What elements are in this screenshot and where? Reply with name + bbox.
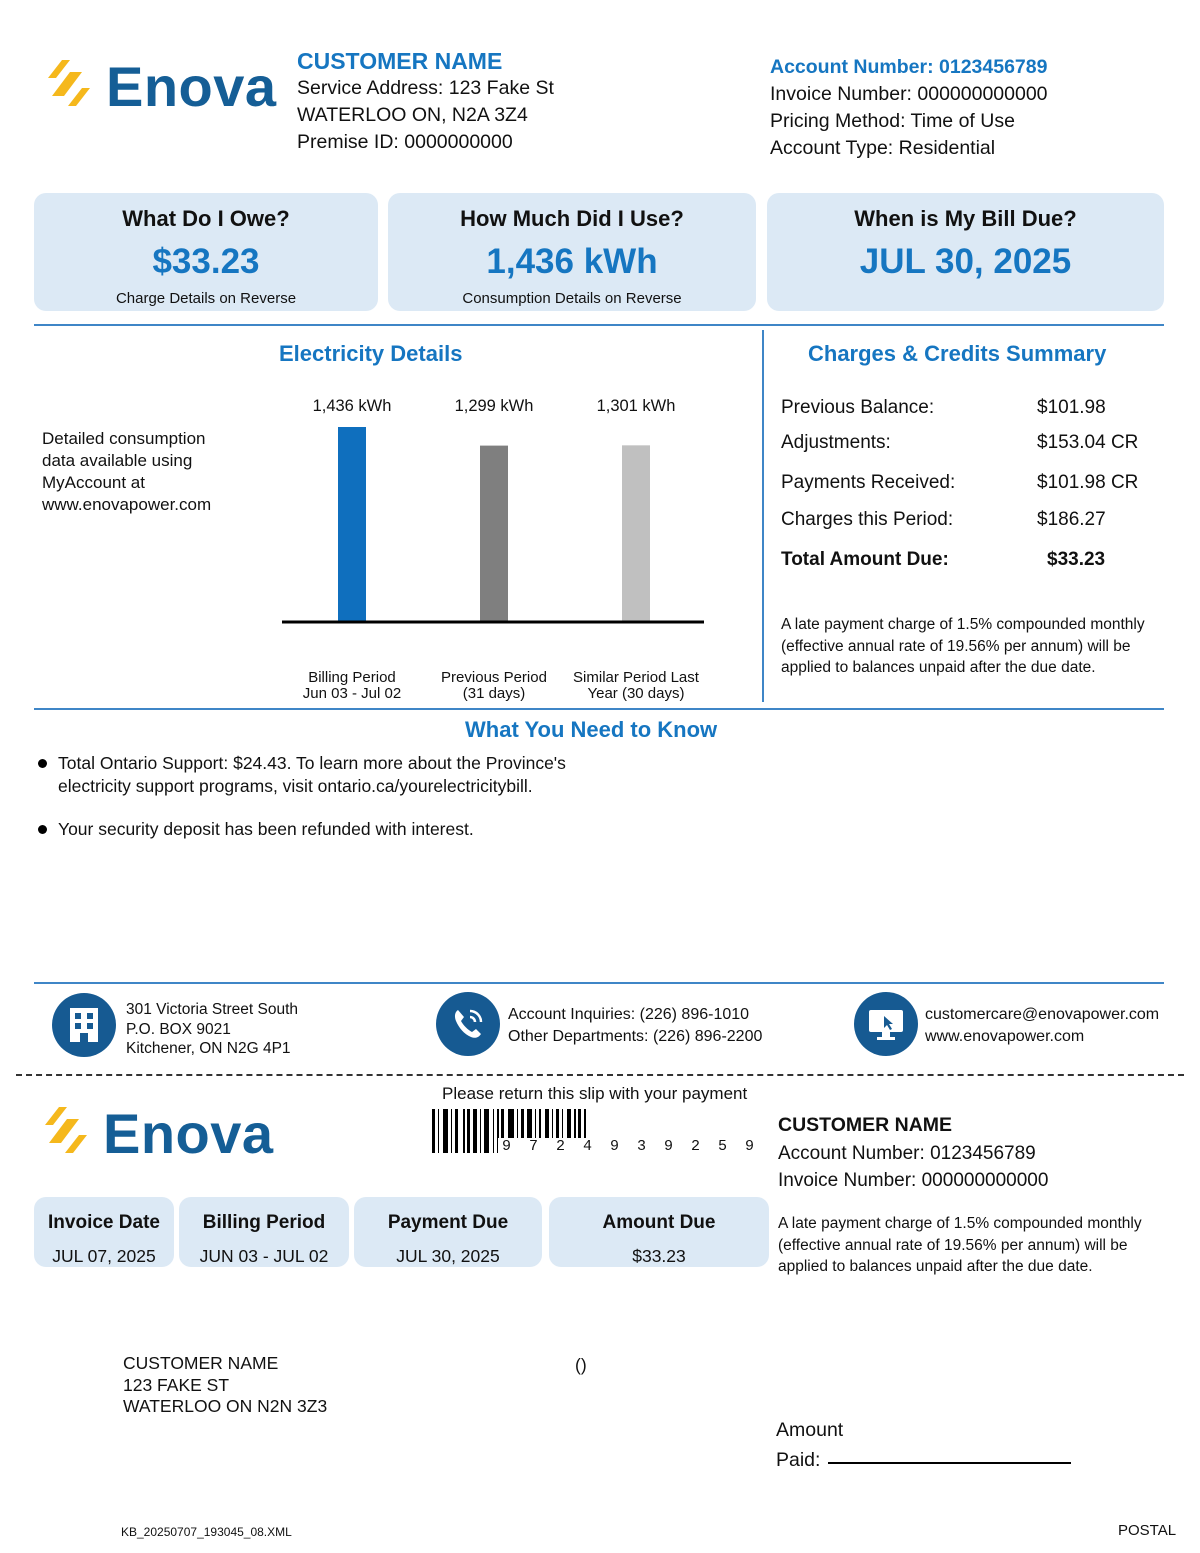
late-notice-line: (effective annual rate of 19.56% per annum) will be bbox=[781, 637, 1131, 655]
chart-bar bbox=[622, 445, 650, 622]
service-address: Service Address: 123 Fake St bbox=[297, 77, 554, 99]
chart-value-label: 1,301 kWh bbox=[596, 397, 676, 415]
charges-row-value: $101.98 CR bbox=[1037, 472, 1139, 493]
payment-due-box bbox=[354, 1197, 542, 1267]
slip-customer-name: CUSTOMER NAME bbox=[778, 1114, 953, 1136]
due-question: When is My Bill Due? bbox=[854, 206, 1077, 231]
divider-top bbox=[34, 324, 1164, 326]
enova-logo bbox=[48, 55, 277, 118]
office-address bbox=[126, 1000, 298, 1059]
barcode-bar bbox=[432, 1109, 435, 1153]
owe-amount: $33.23 bbox=[152, 242, 260, 281]
enova-logo-text: Enova bbox=[103, 1102, 274, 1165]
chart-bar bbox=[480, 446, 508, 622]
slip-late-notice bbox=[778, 1213, 1142, 1278]
charges-row-label: Adjustments: bbox=[781, 432, 891, 453]
chart-category-label: Billing Period bbox=[308, 669, 396, 686]
barcode-bar bbox=[438, 1109, 439, 1153]
address-line: 301 Victoria Street South bbox=[126, 1001, 299, 1018]
charges-row-value: $101.98 bbox=[1037, 397, 1106, 418]
web-contacts bbox=[925, 1004, 1159, 1048]
divider-middle bbox=[34, 708, 1164, 710]
amount-due-box bbox=[549, 1197, 769, 1267]
charges-title: Charges & Credits Summary bbox=[808, 341, 1107, 366]
empty-parens: () bbox=[575, 1355, 587, 1375]
address-line: Kitchener, ON N2G 4P1 bbox=[126, 1040, 291, 1057]
barcode-bar bbox=[455, 1109, 458, 1153]
consumption-note-line: data available using bbox=[42, 451, 193, 470]
owe-question: What Do I Owe? bbox=[122, 206, 290, 231]
computer-icon bbox=[854, 992, 918, 1056]
amount-due-value: $33.23 bbox=[632, 1246, 686, 1266]
footer-file-name: KB_20250707_193045_08.XML bbox=[121, 1525, 292, 1539]
due-date: JUL 30, 2025 bbox=[859, 242, 1072, 281]
invoice-date-value: JUL 07, 2025 bbox=[52, 1246, 156, 1266]
barcode-bar bbox=[443, 1109, 448, 1153]
barcode-bar bbox=[463, 1109, 465, 1153]
invoice-date-label: Invoice Date bbox=[48, 1212, 160, 1233]
know-item bbox=[38, 752, 566, 797]
amount-paid-label: Paid: bbox=[776, 1449, 821, 1471]
building-icon bbox=[52, 993, 116, 1057]
charges-row-value: $186.27 bbox=[1037, 509, 1106, 530]
account-type: Account Type: Residential bbox=[770, 137, 996, 159]
barcode-bar bbox=[473, 1109, 477, 1153]
charges-row-label: Charges this Period: bbox=[781, 509, 954, 530]
mailing-line: CUSTOMER NAME bbox=[123, 1353, 279, 1373]
know-title: What You Need to Know bbox=[465, 717, 718, 742]
chart-category-label: Year (30 days) bbox=[587, 685, 685, 702]
bullet-icon bbox=[38, 825, 47, 834]
owe-box bbox=[34, 193, 378, 311]
late-payment-notice bbox=[781, 614, 1145, 679]
chart-category-label: (31 days) bbox=[462, 685, 526, 702]
enova-logo-mark-icon bbox=[48, 58, 104, 116]
enova-logo-mark-icon bbox=[45, 1105, 101, 1163]
invoice-number: Invoice Number: 000000000000 bbox=[770, 83, 1048, 105]
chart-category-label: Previous Period bbox=[441, 669, 547, 686]
charges-row-label: Payments Received: bbox=[781, 472, 956, 493]
late-notice-line: applied to balances unpaid after the due date. bbox=[778, 1258, 1093, 1275]
billing-period-label: Billing Period bbox=[202, 1212, 326, 1233]
know-item-line: Your security deposit has been refunded with interest. bbox=[58, 819, 474, 839]
chart-bar bbox=[338, 427, 366, 622]
payment-due-value: JUL 30, 2025 bbox=[396, 1246, 500, 1266]
total-due-value: $33.23 bbox=[1047, 549, 1106, 570]
barcode-bar bbox=[493, 1109, 494, 1153]
service-city: WATERLOO ON, N2A 3Z4 bbox=[297, 104, 528, 126]
usage-note: Consumption Details on Reverse bbox=[462, 290, 682, 307]
website-link[interactable]: www.enovapower.com bbox=[925, 1028, 1085, 1045]
premise-id: Premise ID: 0000000000 bbox=[297, 131, 513, 153]
pricing-method: Pricing Method: Time of Use bbox=[770, 110, 1015, 132]
return-note: Please return this slip with your payment bbox=[442, 1084, 748, 1103]
postal-label: POSTAL bbox=[1118, 1522, 1177, 1539]
barcode-bar bbox=[467, 1109, 470, 1153]
enova-logo-text: Enova bbox=[106, 55, 277, 118]
consumption-note-line: www.enovapower.com bbox=[42, 495, 212, 514]
mailing-line: 123 FAKE ST bbox=[123, 1374, 230, 1395]
consumption-note-line: MyAccount at bbox=[42, 473, 145, 492]
chart-category-label: Jun 03 - Jul 02 bbox=[302, 685, 402, 702]
amount-due-label: Amount Due bbox=[602, 1212, 716, 1233]
enova-logo-slip bbox=[45, 1102, 274, 1165]
usage-box bbox=[388, 193, 756, 311]
billing-period-box bbox=[179, 1197, 349, 1267]
consumption-note bbox=[42, 428, 211, 516]
phone-icon bbox=[436, 992, 500, 1056]
charges-row-value: $153.04 CR bbox=[1037, 432, 1139, 453]
phone-line[interactable]: Other Departments: (226) 896-2200 bbox=[508, 1028, 763, 1045]
late-notice-line: A late payment charge of 1.5% compounded monthly bbox=[778, 1215, 1142, 1232]
account-block bbox=[770, 54, 1048, 162]
amount-paid-field bbox=[776, 1415, 843, 1475]
late-notice-line: A late payment charge of 1.5% compounded monthly bbox=[781, 616, 1145, 633]
address-line: P.O. BOX 9021 bbox=[126, 1020, 231, 1038]
electricity-title: Electricity Details bbox=[279, 341, 463, 366]
due-box bbox=[767, 193, 1164, 311]
customer-block bbox=[297, 47, 554, 156]
divider-vertical bbox=[762, 330, 764, 702]
know-item-line: Total Ontario Support: $24.43. To learn more about the Province's bbox=[58, 753, 566, 773]
email-link[interactable]: customercare@enovapower.com bbox=[925, 1006, 1160, 1023]
chart-value-label: 1,299 kWh bbox=[454, 397, 534, 415]
chart-category-label: Similar Period Last bbox=[573, 669, 699, 686]
slip-invoice-number: Invoice Number: 000000000000 bbox=[778, 1170, 1049, 1191]
barcode-bar bbox=[451, 1109, 452, 1153]
amount-paid-line[interactable] bbox=[828, 1462, 1071, 1464]
know-item bbox=[38, 818, 474, 841]
invoice-date-box bbox=[34, 1197, 174, 1267]
account-number: Account Number: 0123456789 bbox=[770, 56, 1048, 78]
usage-question: How Much Did I Use? bbox=[460, 206, 684, 231]
barcode-bar bbox=[480, 1109, 481, 1153]
chart-value-label: 1,436 kWh bbox=[312, 397, 392, 415]
payment-due-label: Payment Due bbox=[387, 1212, 509, 1233]
slip-customer-block bbox=[778, 1113, 1048, 1194]
barcode-bar bbox=[484, 1109, 489, 1153]
late-notice-line: (effective annual rate of 19.56% per annum) will be bbox=[778, 1236, 1128, 1254]
consumption-note-line: Detailed consumption bbox=[42, 429, 206, 448]
divider-bottom bbox=[34, 982, 1164, 984]
barcode-digits: 9 7 2 4 9 3 9 2 5 9 bbox=[498, 1138, 763, 1155]
customer-name: CUSTOMER NAME bbox=[297, 48, 503, 74]
amount-paid-label: Amount bbox=[776, 1419, 844, 1441]
owe-note: Charge Details on Reverse bbox=[115, 290, 297, 307]
mailing-line: WATERLOO ON N2N 3Z3 bbox=[123, 1396, 328, 1416]
tear-off-line bbox=[16, 1074, 1184, 1076]
consumption-chart bbox=[270, 385, 720, 715]
mailing-address bbox=[123, 1353, 327, 1418]
know-item-line: electricity support programs, visit ontario.ca/yourelectricitybill. bbox=[58, 775, 533, 796]
total-due-label: Total Amount Due: bbox=[781, 549, 949, 570]
phone-line[interactable]: Account Inquiries: (226) 896-1010 bbox=[508, 1006, 750, 1023]
billing-period-value: JUN 03 - JUL 02 bbox=[199, 1246, 329, 1266]
bullet-icon bbox=[38, 759, 47, 768]
slip-account-number: Account Number: 0123456789 bbox=[778, 1143, 1036, 1164]
usage-amount: 1,436 kWh bbox=[486, 242, 658, 281]
charges-row-label: Previous Balance: bbox=[781, 397, 935, 418]
late-notice-line: applied to balances unpaid after the due date. bbox=[781, 659, 1096, 676]
phone-numbers bbox=[508, 1004, 762, 1048]
